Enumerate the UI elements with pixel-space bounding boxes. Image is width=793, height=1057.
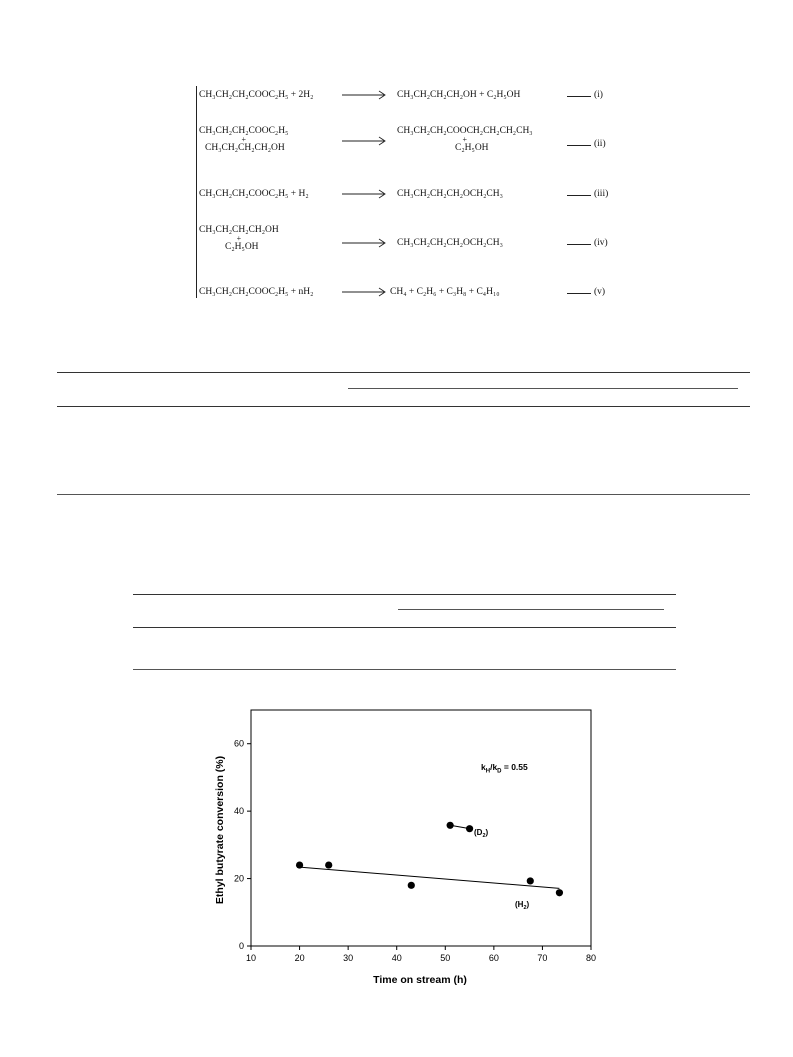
reaction-iv-products: CH₃CH₂CH₂CH₂OCH₂CH₃ bbox=[397, 238, 503, 248]
reaction-i-reactants: CH₃CH₂CH₂COOC₂H₅ + 2H₂ bbox=[199, 90, 314, 100]
table-2-span-rule bbox=[398, 609, 664, 610]
x-tick-label: 20 bbox=[294, 953, 305, 963]
rate-ratio-annotation: $k_H/k_D = 0.55$ bbox=[481, 762, 528, 775]
reaction-arrow-icon bbox=[342, 136, 386, 146]
y-tick-label: 60 bbox=[233, 738, 244, 749]
reaction-v-reactants: CH₃CH₂CH₂COOC₂H₅ + nH₂ bbox=[199, 287, 314, 297]
reaction-iv-reactant-1: CH₃CH₂CH₂CH₂OH bbox=[199, 225, 279, 235]
y-axis-label: Ethyl butyrate conversion (%) bbox=[214, 755, 226, 905]
reaction-ii-products bbox=[397, 126, 533, 153]
data-point bbox=[447, 822, 454, 829]
table-1-top-rule bbox=[57, 372, 750, 373]
table-2-top-rule bbox=[133, 594, 676, 595]
reaction-v-number: (v) bbox=[594, 287, 606, 297]
x-tick-label: 60 bbox=[488, 953, 499, 963]
reaction-iii-products: CH₃CH₂CH₂CH₂OCH₂CH₃ bbox=[397, 189, 503, 199]
x-tick-label: 80 bbox=[585, 953, 597, 963]
reaction-ii-leader bbox=[567, 145, 591, 146]
plus-sign: + bbox=[236, 234, 242, 243]
reaction-arrow-icon bbox=[342, 189, 386, 199]
reaction-arrow-icon bbox=[342, 238, 386, 248]
series-label-d2: $(D_2)$ bbox=[474, 828, 489, 839]
x-tick-label: 70 bbox=[537, 953, 548, 963]
data-point bbox=[466, 825, 473, 832]
plus-sign: + bbox=[241, 135, 246, 144]
plot-frame bbox=[251, 710, 591, 946]
reaction-scheme bbox=[196, 80, 656, 308]
data-point bbox=[325, 861, 332, 868]
table-1-bottom-rule bbox=[57, 494, 750, 495]
reaction-ii-product-2: C₂H₅OH bbox=[455, 143, 489, 153]
x-tick-label: 30 bbox=[343, 953, 354, 963]
reaction-iii-reactants: CH₃CH₂CH₂COOC₂H₅ + H₂ bbox=[199, 189, 309, 199]
reaction-i-products: CH₃CH₂CH₂CH₂OH + C₂H₅OH bbox=[397, 90, 521, 100]
table-2-header-rule bbox=[133, 627, 676, 628]
reaction-iv-reactants bbox=[199, 225, 279, 252]
reaction-v-leader bbox=[567, 293, 591, 294]
scheme-left-bracket bbox=[196, 86, 197, 298]
data-point bbox=[408, 882, 415, 889]
fit-lines bbox=[300, 825, 560, 888]
series-label-h2: $(H_2)$ bbox=[515, 900, 530, 911]
table-1-span-rule bbox=[348, 388, 738, 389]
x-axis-label: Time on stream (h) bbox=[373, 974, 467, 986]
reaction-i-number: (i) bbox=[594, 90, 603, 100]
y-tick-label: 20 bbox=[233, 873, 244, 884]
plot-border bbox=[251, 710, 591, 946]
reaction-iv-number: (iv) bbox=[594, 238, 608, 248]
data-point bbox=[556, 889, 563, 896]
reaction-iv-leader bbox=[567, 244, 591, 245]
x-tick-label: 50 bbox=[440, 953, 451, 963]
data-point bbox=[296, 861, 303, 868]
reaction-ii-reactant-2: CH₃CH₂CH₂CH₂OH bbox=[205, 143, 285, 153]
fit-line bbox=[300, 867, 560, 888]
reaction-iii-number: (iii) bbox=[594, 189, 609, 199]
reaction-ii-reactant-1: CH₃CH₂CH₂COOC₂H₅ bbox=[199, 126, 289, 136]
axis-ticks bbox=[234, 739, 596, 963]
reaction-v-products: CH₄ + C₂H₆ + C₃H₈ + C₄H₁₀ bbox=[390, 287, 500, 297]
x-tick-label: 10 bbox=[245, 953, 257, 963]
x-tick-label: 40 bbox=[391, 953, 402, 963]
y-tick-label: 40 bbox=[233, 806, 244, 817]
reaction-ii-number: (ii) bbox=[594, 139, 606, 149]
reaction-iv-reactant-2: C₂H₅OH bbox=[225, 242, 259, 252]
reaction-ii-product-1: CH₃CH₂CH₂COOCH₂CH₂CH₂CH₃ bbox=[397, 126, 533, 136]
table-2-bottom-rule bbox=[133, 669, 676, 670]
reaction-arrow-icon bbox=[342, 287, 386, 297]
y-tick-label: 0 bbox=[238, 941, 244, 951]
reaction-iii-leader bbox=[567, 195, 591, 196]
data-point bbox=[527, 877, 534, 884]
reaction-ii-reactants bbox=[199, 126, 288, 153]
conversion-chart bbox=[200, 700, 620, 1000]
reaction-i-leader bbox=[567, 96, 591, 97]
reaction-arrow-icon bbox=[342, 90, 386, 100]
table-1-header-rule bbox=[57, 406, 750, 407]
plus-sign: + bbox=[462, 135, 468, 144]
